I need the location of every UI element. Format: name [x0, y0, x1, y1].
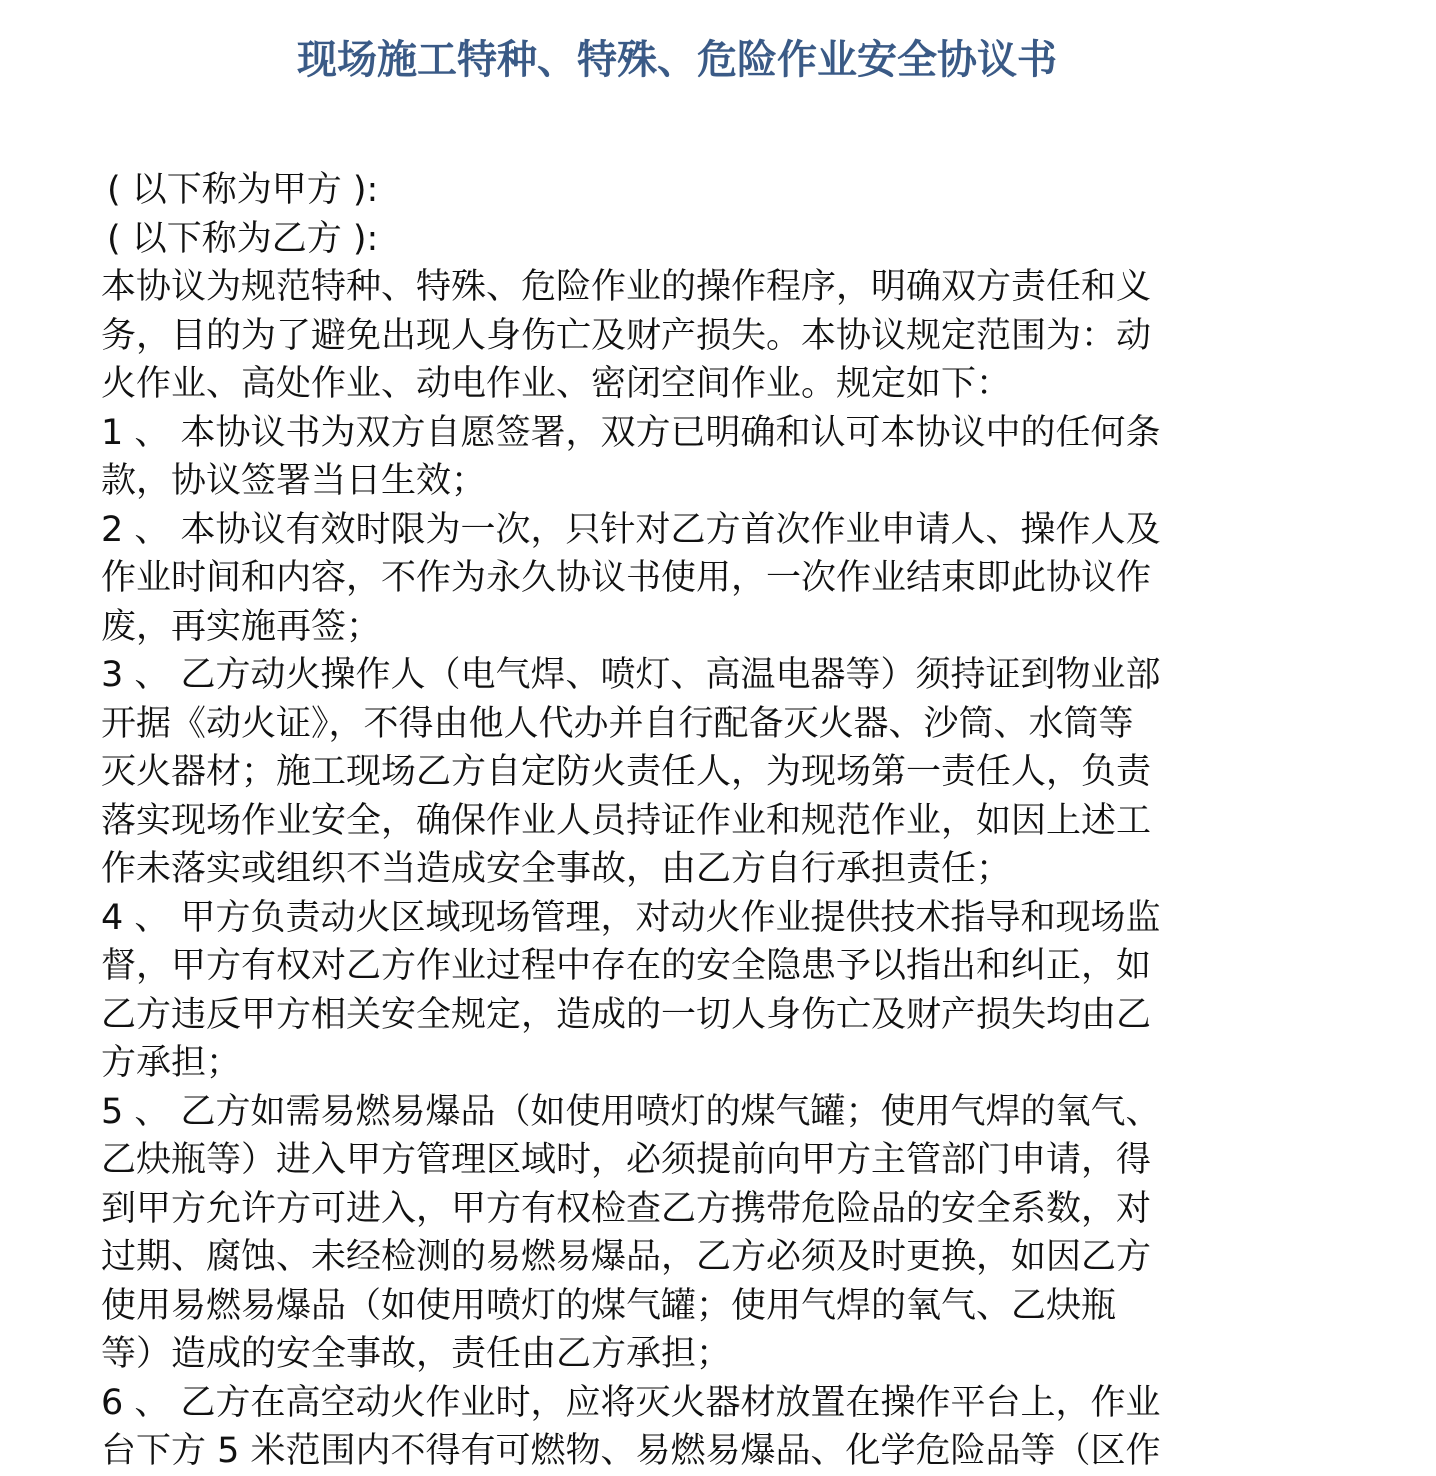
- clause-5-line: 过期、腐蚀、未经检测的易燃易爆品，乙方必须及时更换，如因乙方: [101, 1237, 1152, 1277]
- clause-2-line: 作业时间和内容，不作为永久协议书使用，一次作业结束即此协议作: [101, 558, 1152, 598]
- document-body: [101, 166, 1247, 1476]
- clause-2-line: 2 、 本协议有效时限为一次，只针对乙方首次作业申请人、操作人及: [101, 509, 1161, 550]
- clause-4-line: 4 、 甲方负责动火区域现场管理，对动火作业提供技术指导和现场监: [101, 897, 1161, 938]
- intro-line: 本协议为规范特种、特殊、危险作业的操作程序，明确双方责任和义: [101, 267, 1152, 307]
- clause-5-line: 等）造成的安全事故，责任由乙方承担；: [101, 1334, 732, 1374]
- clause-5-line: 5 、 乙方如需易燃易爆品（如使用喷灯的煤气罐；使用气焊的氧气、: [101, 1091, 1161, 1132]
- clause-5-line: 使用易燃易爆品（如使用喷灯的煤气罐；使用气焊的氧气、乙炔瓶: [101, 1285, 1117, 1326]
- clause-6-line: 台下方 5 米范围内不得有可燃物、易燃易爆品、化学危险品等（区作: [101, 1431, 1161, 1471]
- clause-2-line: 废，再实施再签；: [101, 606, 382, 647]
- clause-3-line: 落实现场作业安全，确保作业人员持证作业和规范作业，如因上述工: [101, 800, 1152, 841]
- clause-4-line: 方承担；: [101, 1043, 242, 1083]
- clause-4-line: 乙方违反甲方相关安全规定，造成的一切人身伤亡及财产损失均由乙: [101, 994, 1152, 1035]
- clause-3-line: 开据《动火证》，不得由他人代办并自行配备灭火器、沙筒、水筒等: [101, 703, 1134, 744]
- clause-5-line: 到甲方允许方可进入，甲方有权检查乙方携带危险品的安全系数，对: [101, 1188, 1152, 1229]
- clause-1-line: 1 、 本协议书为双方自愿签署，双方已明确和认可本协议中的任何条: [101, 412, 1161, 453]
- party-b-line: ( 以下称为乙方 ):: [107, 218, 379, 259]
- party-a-line: ( 以下称为甲方 ):: [107, 170, 379, 210]
- intro-line: 火作业、高处作业、动电作业、密闭空间作业。规定如下：: [101, 364, 1012, 404]
- intro-line: 务，目的为了避免出现人身伤亡及财产损失。本协议规定范围为：动: [101, 315, 1152, 356]
- document-title: 现场施工特种、特殊、危险作业安全协议书: [297, 36, 1057, 83]
- clause-3-line: 3 、 乙方动火操作人（电气焊、喷灯、高温电器等）须持证到物业部: [101, 655, 1161, 695]
- clause-3-line: 灭火器材；施工现场乙方自定防火责任人，为现场第一责任人，负责: [101, 752, 1152, 792]
- clause-5-line: 乙炔瓶等）进入甲方管理区域时，必须提前向甲方主管部门申请，得: [101, 1140, 1152, 1180]
- clause-3-line: 作未落实或组织不当造成安全事故，由乙方自行承担责任；: [101, 849, 1012, 889]
- clause-6-line: 6 、 乙方在高空动火作业时，应将灭火器材放置在操作平台上，作业: [101, 1382, 1161, 1423]
- clause-1-line: 款，协议签署当日生效；: [101, 461, 487, 501]
- clause-4-line: 督，甲方有权对乙方作业过程中存在的安全隐患予以指出和纠正，如: [101, 946, 1152, 986]
